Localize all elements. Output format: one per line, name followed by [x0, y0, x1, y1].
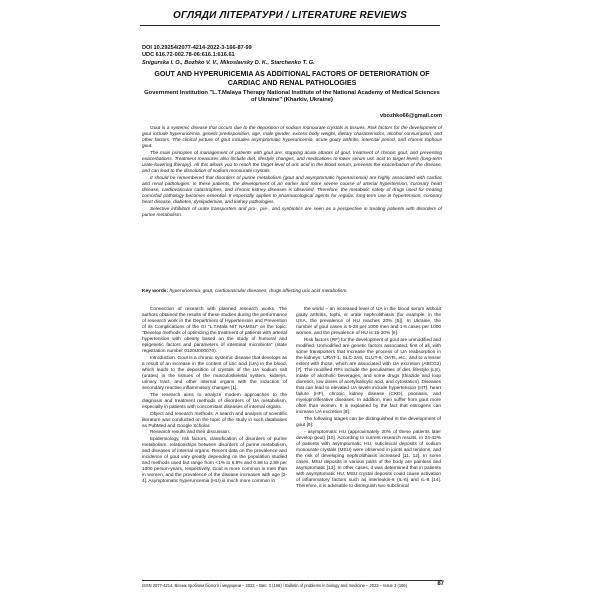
journal-footer: ISSN 2077-4214. Вісник проблем біології і медицини – 2022 – Вип. 3 (166) / Bulletin of problems in biology and medicine – 2022 – Issue 3 (166) [142, 583, 408, 588]
authors-line: Snigurska I. O., Bozhko V. V., Mikoslavsky D. K., Starchenko T. G. [142, 60, 315, 66]
doi-line: DOI 10.29254/2077-4214-2022-3-166-87-99 [142, 45, 252, 51]
body-paragraph: Epidemiology, risk factors, classification of disorders of purine metabolism, relationships between disorders of purine metabolism, and diseases of internal organs. Recent data on the prevalence and incidence of gout vary greatly depending on the population studied and methods used but range from <1% to 6.8% and 0.58 to 2.89 per 1000 person-years, respectively. Gout is more common in men than in women, and the prevalence of the disease increases with age [2-4]. Asymptomatic hyperuricemia (HU) is much more common in [142, 436, 287, 485]
abstract-paragraph: Selective inhibitors of urate transporters and pro-, pre-, and synbiotics are seen as a perspective in treating patients with disorders of purine metabolism. [142, 207, 442, 219]
article-title: GOUT AND HYPERURICEMIA AS ADDITIONAL FACTORS OF DETERIORATION OF CARDIAC AND RENAL PATHOLOGIES [154, 70, 430, 87]
body-paragraph: The following stages can be distinguished in the development of gout [9]: [296, 417, 441, 429]
body-paragraph: Research results and their discussion. [150, 430, 231, 436]
body-paragraph: Object and research methods. A search and analysis of scientific literature was conducted on the topic of the study in such databases as PubMed and Google Scholar. [142, 411, 287, 429]
abstract [142, 126, 442, 220]
body-paragraph: the world – an increased level of UA in the blood serum without gouty arthritis, tophi, or urate nephrolithiasis (for example, in the USA, the prevalence of HU reaches 20% [5]). In Ukraine, the number of gout cases is 5-28 per 1000 men and 1-6 cases per 1000 women, and the prevalence of HU is 15-20% [6]. [296, 307, 441, 337]
body-column-right [296, 307, 441, 491]
body-paragraph: Introduction. Gout is a chronic systemic disease that develops as a result of an increase in the content of uric acid (UA) in the blood, which leads to the deposition of crystals of the UA sodium salt (urates) in the tissues of the musculoskeletal system, kidneys, urinary tract, and other internal organs with the induction of secondary reactive inflammatory changes [1]. [142, 355, 287, 392]
body-paragraph: Connection of research with planned research works. The authors obtained the results of these studies during the performance of research work in the Department of Hypertension and Prevention of its Complications of the GI "L.T.Mala NIT NAMSU" on the topic: "Develop methods of optimizing the treatment of patients with arterial hypertension with obesity based on the study of humoral and epigenetic factors and parameters of intestinal microbiota" (state registration number 0120U000070). [142, 307, 287, 355]
abstract-paragraph: The main principles of management of patients with gout are: stopping acute attacks of gout, treatment of chronic gout, and preventing exacerbations. Treatment measures also include diet, lifestyle changes, and medications to lower serum uric acid to target levels (long-term urate-lowering therapy). All this allows you to reach the target level of uric acid in the blood serum, prevents the exacerbation of the disease, and can lead to the dissolution of sodium monourate crystals. [142, 150, 442, 175]
contact-email[interactable]: vbozhko66@gmail.com [380, 113, 443, 119]
keywords-label: Key words: [142, 289, 169, 294]
footer-rule [142, 580, 442, 581]
keywords [142, 289, 442, 295]
body-column-left [142, 307, 287, 486]
affiliation: Government Institution "L.T.Malaya Therapy National Institute of the National Academy of Medical Sciences of Ukraine" (Kharkiv, Ukraine) [144, 90, 440, 104]
section-header: ОГЛЯДИ ЛІТЕРАТУРИ / LITERATURE REVIEWS [173, 10, 407, 21]
body-paragraph: The research aims to analyze modern approaches to the diagnosis and treatment methods of disorders of UA metabolism, especially in patients with concomitant diseases of internal organs. [142, 392, 287, 410]
keywords-text: hyperuricemia, gout, cardiovascular diseases, drugs affecting uric acid metabolism. [169, 289, 348, 294]
page-number: 87 [437, 581, 444, 587]
body-paragraph: Risk factors (RF) for the development of gout are unmodified and modified. Unmodified are genetic factors associated, first of all, with some transporters that increase the process of UA reabsorption in the kidneys: URAT-1, SLC-2A9, GLUT-9, OATs, etc., and to a lesser extent with those, which are associated with UA excretion (ABCG2) [7]. The modified RFs include the peculiarities of diet, lifestyle (LS), intake of alcoholic beverages, and some drugs (thiazide and loop diuretics, low doses of acetylsalicylic acid, and cytostatics). Diseases that can lead to elevated UA levels include hypertension (HT), heart failure (HF), chronic kidney disease (CKD), psoriasis, and myeloproliferative diseases. In addition, men suffer from gout more often than women. It is explained by the fact that estrogens can increase UA excretion [8]. [296, 337, 441, 416]
abstract-paragraph: It should be remembered that disorders of purine metabolism (gout and asymptomatic hyperuricemia) are highly associated with cardiac and renal pathologies: in these patients, the development of an earlier and more severe course of arterial hypertension, coronary heart disease, cardiovascular catastrophes, and chronic kidney diseases is observed. Therefore, the metabolic safety of drugs used for treating comorbid pathology becomes essential. It especially applies to pharmacological agents for regular, long-term use in hypertension, coronary heart disease, diabetes, dyslipidemias, and kidney pathologies. [142, 175, 442, 206]
body-paragraph: - asymptomatic HU (approximately 20% of these patients later develop gout) [10]. According to current research results, in 24-42% of patients with asymptomatic HU, subclinical deposits of sodium monourate crystals (MSU) were observed in joints and tendons, and the risk of developing nephrolithiasis increased [11, 12]. In some cases, MSU deposits in various parts of the body are painless and asymptomatic [13]. In other cases, it was determined that in patients with asymptomatic HU, MSU crystal deposits could cause activation of inflammatory factors such as interleukin-6 (IL-6) and IL-8 [14]. Therefore, it is advisable to distinguish two subclinical [296, 429, 441, 490]
abstract-paragraph: Gout is a systemic disease that occurs due to the deposition of sodium monourate crystals in tissues. Risk factors for the development of gout include hyperuricemia, genetic predisposition, age, male gender, excess body weight, dietary characteristics, alcohol consumption, and other factors. The clinical picture of gout includes asymptomatic hyperuricemia, acute gouty arthritis, intercital period, and chronic tophous gout. [142, 126, 442, 150]
udc-line: UDC 616.72-002.78-06:616.1:616.61 [142, 52, 235, 58]
header-rule [140, 25, 440, 26]
